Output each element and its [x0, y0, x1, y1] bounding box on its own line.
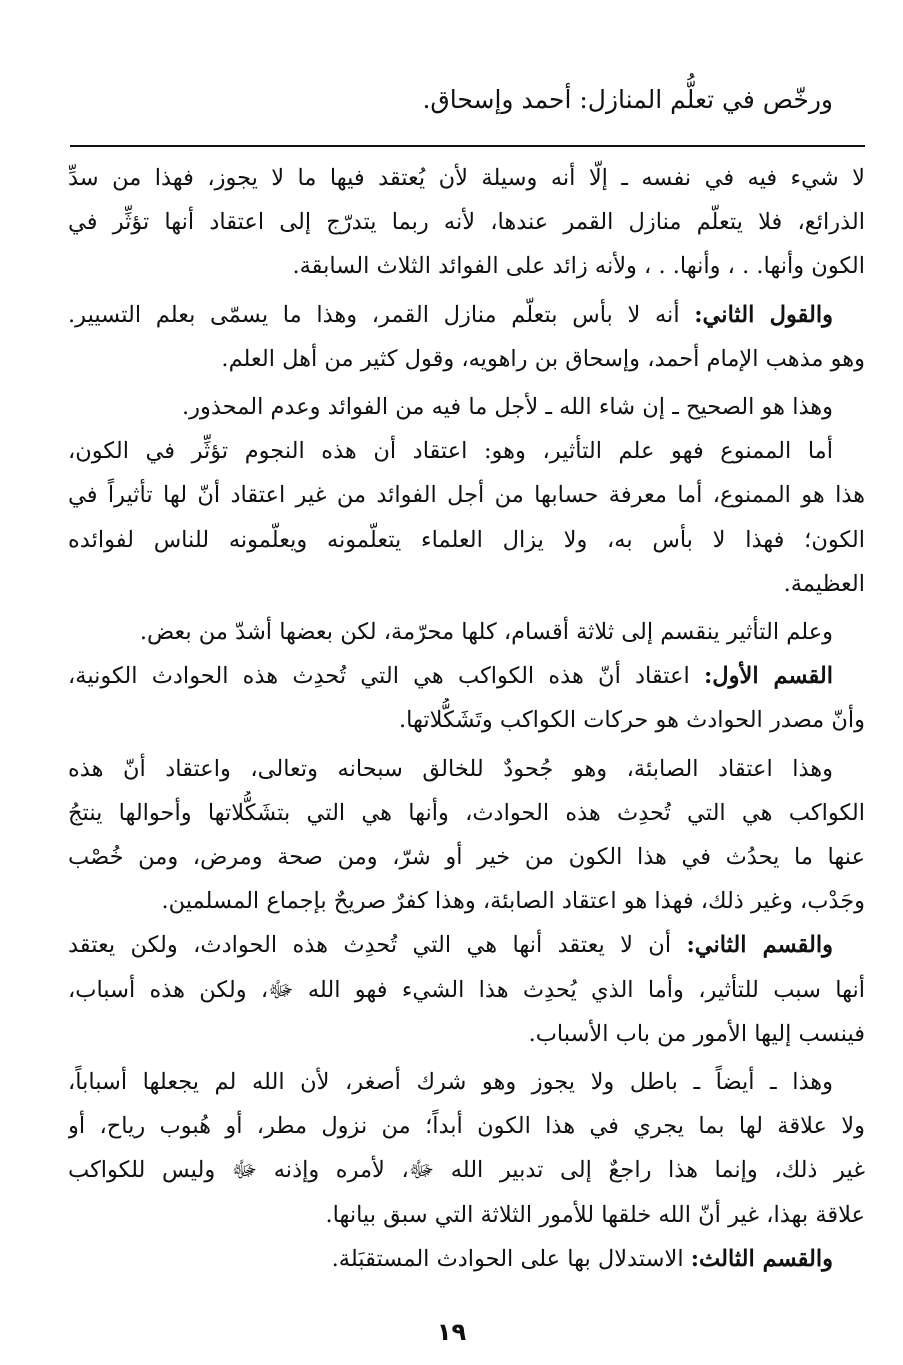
text-line — [68, 293, 865, 337]
line-text: اعتقاد أنّ هذه الكواكب هي التي تُحدِث هذه الحوادث الكونية، — [68, 663, 690, 690]
text-line — [68, 1012, 865, 1056]
text-line — [68, 200, 865, 244]
line-text: وهذا اعتقاد الصابئة، وهو جُحودٌ للخالق سبحانه وتعالى، واعتقاد أنّ هذه — [68, 755, 833, 782]
line-text: وهو مذهب الإمام أحمد، وإسحاق بن راهويه، وقول كثير من أهل العلم. — [221, 345, 865, 372]
line-text: ولا علاقة لها بما يجري في هذا الكون أبداً؛ من نزول مطر، أو هُبوب رياح، أو — [68, 1113, 865, 1140]
line-text: لا شيء فيه في نفسه ـ إلّا أنه وسيلة لأن يُعتقد فيها ما لا يجوز، فهذا من سدِّ — [68, 165, 865, 191]
line-text: علاقة بهذا، غير أنّ الله خلقها للأمور الثلاثة التي سبق بيانها. — [325, 1201, 865, 1228]
text-line — [68, 518, 865, 562]
line-text: عنها ما يحدُث في هذا الكون من خير أو شرّ، ومن صحة ومرض، ومن خُصْب — [68, 844, 865, 871]
line-text: وجَدْب، وغير ذلك، فهذا هو اعتقاد الصابئة، وهذا كفرٌ صريحٌ بإجماع المسلمين. — [161, 888, 865, 915]
section-lead: والقسم الثالث: — [690, 1245, 833, 1272]
line-text: وهذا هو الصحيح ـ إن شاء الله ـ لأجل ما فيه من الفوائد وعدم المحذور. — [181, 394, 833, 421]
page-number: ١٩ — [436, 1318, 467, 1346]
line-text: وأنّ مصدر الحوادث هو حركات الكواكب وتَشَكُّلاتها. — [399, 707, 865, 734]
text-line — [68, 385, 865, 429]
text-line — [68, 1104, 865, 1148]
text-line — [68, 1148, 865, 1192]
text-line — [68, 791, 865, 835]
text-line — [68, 156, 865, 200]
header-rule — [70, 145, 865, 147]
section-lead: القسم الأول: — [703, 663, 834, 690]
line-text: وعلم التأثير ينقسم إلى ثلاثة أقسام، كلها محرّمة، لكن بعضها أشدّ من بعض. — [139, 619, 833, 646]
text-line — [68, 610, 865, 654]
line-text: أما الممنوع فهو علم التأثير، وهو: اعتقاد أن هذه النجوم تؤثِّر في الكون، — [68, 438, 833, 465]
line-text: العظيمة. — [783, 570, 865, 597]
line-text: الكون وأنها. . ، وأنها. . ، ولأنه زائد على الفوائد الثلاث السابقة. — [292, 253, 865, 280]
text-line — [68, 1060, 865, 1104]
line-text: الذرائع، فلا يتعلّم منازل القمر عندها، لأنه ربما يتدرّج إلى اعتقاد أنها تؤثِّر في — [68, 209, 865, 236]
text-line — [68, 244, 865, 288]
running-header: ورخّص في تعلُّم المنازل: أحمد وإسحاق. — [422, 85, 833, 114]
text-line — [68, 337, 865, 381]
text-line — [68, 562, 865, 606]
text-line — [68, 1193, 865, 1237]
line-text: الاستدلال بها على الحوادث المستقبَلة. — [331, 1245, 684, 1272]
line-text: أنها سبب للتأثير، وأما الذي يُحدِث هذا الشيء فهو الله ﷻ، ولكن هذه أسباب، — [68, 976, 865, 1003]
text-line — [68, 923, 865, 967]
line-text: أن لا يعتقد أنها هي التي تُحدِث هذه الحوادث، ولكن يعتقد — [68, 932, 672, 959]
text-line — [68, 835, 865, 879]
text-line — [68, 879, 865, 923]
section-lead: والقسم الثاني: — [686, 932, 834, 959]
text-line — [68, 747, 865, 791]
text-line — [68, 473, 865, 517]
text-line — [68, 698, 865, 742]
text-line — [68, 1237, 865, 1281]
line-text: الكون؛ فهذا لا بأس به، ولا يزال العلماء يتعلّمونه ويعلّمونه للناس لفوائده — [68, 526, 865, 553]
text-line — [68, 968, 865, 1012]
line-text: هذا هو الممنوع، أما معرفة حسابها من أجل الفوائد من غير اعتقاد أنّ لها تأثيراً في — [68, 482, 865, 509]
line-text: أنه لا بأس بتعلّم منازل القمر، وهذا ما يسمّى بعلم التسيير. — [68, 301, 680, 328]
line-text: الكواكب هي التي تُحدِث هذه الحوادث، وأنها هي التي بتشَكُّلاتها وأحوالها ينتجُ — [68, 799, 865, 826]
section-lead: والقول الثاني: — [694, 301, 834, 328]
text-line — [68, 429, 865, 473]
line-text: غير ذلك، وإنما هذا راجعٌ إلى تدبير الله ﷻ، لأمره وإذنه ﷻ وليس للكواكب — [68, 1157, 865, 1184]
text-line — [68, 654, 865, 698]
line-text: فينسب إليها الأمور من باب الأسباب. — [528, 1020, 865, 1047]
body-text — [68, 156, 865, 1281]
line-text: وهذا ـ أيضاً ـ باطل ولا يجوز وهو شرك أصغر، لأن الله لم يجعلها أسباباً، — [68, 1069, 833, 1096]
